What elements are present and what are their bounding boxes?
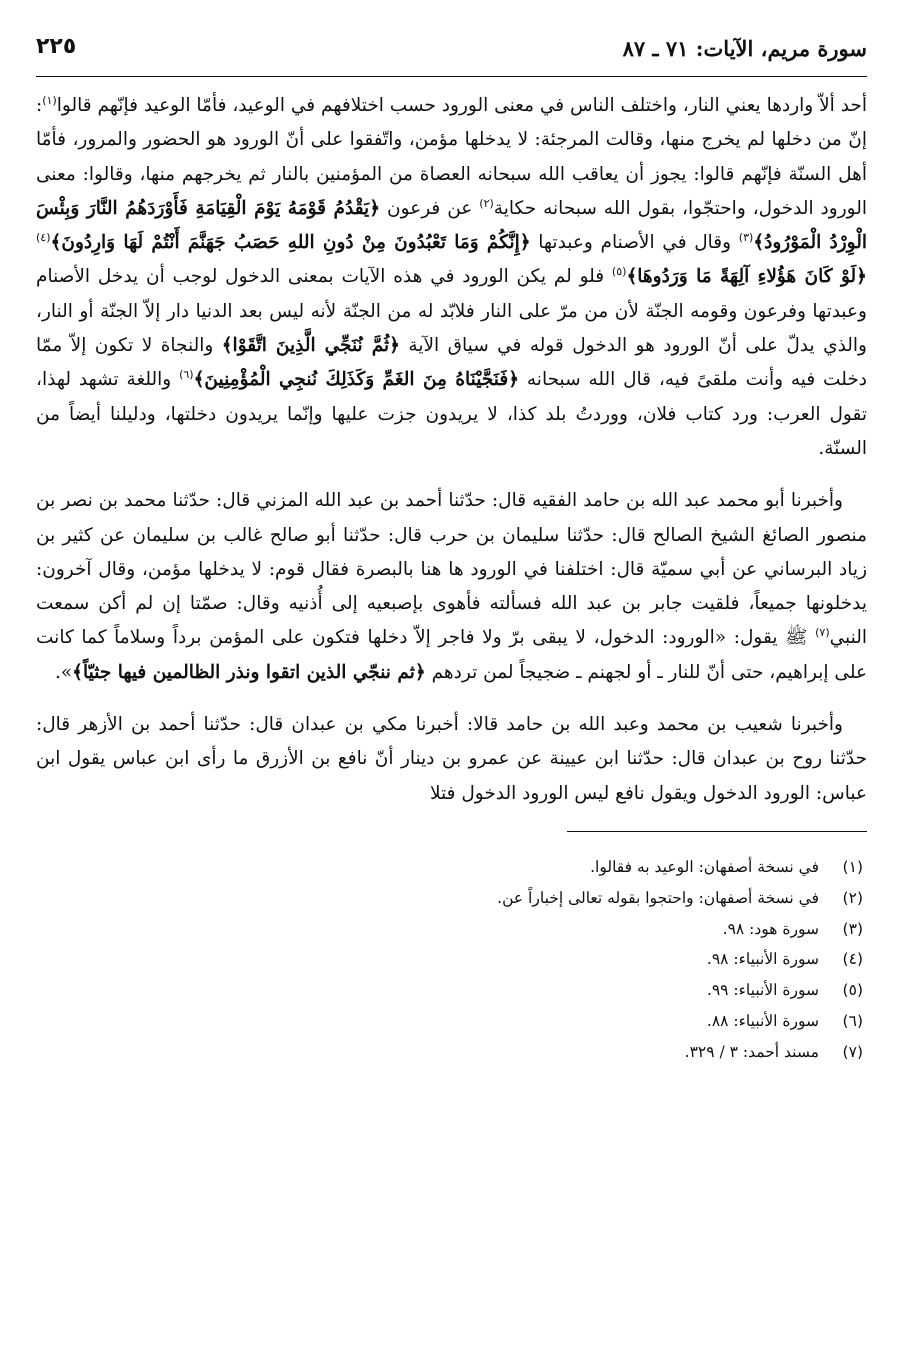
footnote-ref-1[interactable]: (١): [42, 93, 57, 107]
footnote-ref-2[interactable]: (٢): [479, 196, 494, 210]
footnote-ref-4[interactable]: (٤): [36, 231, 51, 245]
main-text: [36, 89, 867, 811]
text-segment: وقال في الأصنام وعبدتها: [530, 232, 739, 254]
text-segment: والنجاة لا تكون إلاّ ممّا دخلت فيه وأنت ملقىً فيه، قال الله سبحانه: [36, 335, 867, 391]
text-segment: ﷺ يقول: «الورود: الدخول، لا يبقى برّ ولا فاجر إلاّ دخلها فتكون على المؤمن برداً وسلاماً كما كانت على إبراهيم، حتى أنّ للنار ـ أو لجهنم ـ ضجيجاً لمن تردهم: [36, 627, 867, 683]
text-segment: ».: [54, 661, 73, 683]
footnote-text: سورة الأنبياء: ٨٨.: [706, 1011, 819, 1030]
footnote-number: (٥): [842, 981, 863, 1000]
page-header: [36, 28, 867, 77]
paragraph-1: [36, 89, 867, 466]
footnote-text: سورة الأنبياء: ٩٩.: [706, 981, 819, 1000]
footnote-text: سورة هود: ٩٨.: [722, 919, 819, 938]
text-segment: واللغة تشهد لهذا، تقول العرب: ورد كتاب فلان، ووردتُ بلد كذا، لا يريدون جزت عليها وإنّما يريدون دخلتها، ودليلنا أيضاً من السنّة.: [36, 369, 867, 459]
quran-verse: ﴿إِنَّكُمْ وَمَا تَعْبُدُونَ مِنْ دُونِ اللهِ حَصَبُ جَهَنَّمَ أَنْتُمْ لَهَا وَارِدُونَ﴾: [50, 232, 531, 254]
paragraph-2: [36, 484, 867, 690]
footnote-text: في نسخة أصفهان: واحتجوا بقوله تعالى إخباراً عن.: [497, 888, 819, 907]
footnote-divider: [567, 831, 867, 832]
text-segment: وأخبرنا أبو محمد عبد الله بن حامد الفقيه قال: حدّثنا أحمد بن عبد الله المزني قال: حدّثنا محمد بن نصر بن منصور الصائغ الشيخ الصالح قال: حدّثنا سليمان بن حرب قال: حدّثنا أبو صالح غالب بن سليمان عن كثير بن زياد البرساني عن أبي سميّة قال: اختلفنا في الورود ها هنا بالبصرة فقال قوم: لا يدخلها مؤمن، وقال آخرون: يدخلونها جميعاً، فلقيت جابر بن عبد الله فسألته فأهوى بإصبعيه إلى أُذنيه وقال: صمّتا إن لم أكن سمعت النبي: [36, 490, 867, 649]
footnote-number: (٧): [842, 1042, 863, 1061]
footnote-text: في نسخة أصفهان: الوعيد به فقالوا.: [590, 857, 819, 876]
footnote-number: (٢): [842, 888, 863, 907]
quran-verse: ﴿لَوْ كَانَ هَؤُلاءِ آلِهَةً مَا وَرَدُوهَا﴾: [626, 266, 867, 288]
footnote-number: (٦): [842, 1011, 863, 1030]
footnote-item: [36, 1006, 867, 1037]
quran-verse: ﴿ثم ننجّي الذين اتقوا ونذر الظالمين فيها جثيّاً﴾: [72, 661, 426, 683]
footnotes: [36, 852, 867, 1068]
footnote-number: (١): [842, 857, 863, 876]
text-segment: أحد ألاّ واردها يعني النار، واختلف الناس في معنى الورود حسب اختلافهم في الوعيد، فأمّا الوعيد فإنّهم قالوا: [56, 95, 867, 116]
footnote-ref-3[interactable]: (٣): [738, 231, 754, 245]
footnote-ref-6[interactable]: (٦): [179, 368, 194, 382]
footnote-item: [36, 1037, 867, 1068]
footnote-item: [36, 883, 867, 914]
footnote-item: [36, 944, 867, 975]
page-number: ٢٢٥: [36, 34, 77, 59]
footnote-item: [36, 975, 867, 1006]
footnote-number: (٣): [842, 919, 863, 938]
quran-verse: ﴿ثُمَّ نُنَجِّي الَّذِينَ اتَّقَوْا﴾: [221, 335, 400, 357]
footnote-text: سورة الأنبياء: ٩٨.: [706, 950, 819, 969]
footnote-ref-7[interactable]: (٧): [815, 626, 830, 640]
footnote-ref-5[interactable]: (٥): [611, 265, 627, 279]
text-segment: : إنّ من دخلها لم يخرج منها، وقالت المرجئة: لا يدخلها مؤمن، واتّفقوا على أنّ الورود هو الحضور والمرور، فأمّا أهل السنّة فإنّهم قالوا: يجوز أن يعاقب الله سبحانه العصاة من المؤمنين بالنار ثم يخرجهم منها، وقالوا: معنى الورود الدخول، واحتجّوا، بقول الله سبحانه حكاية: [36, 95, 868, 219]
footnote-number: (٤): [842, 950, 863, 969]
footnote-item: [36, 914, 867, 945]
footnote-item: [36, 852, 867, 883]
quran-verse: ﴿يَقْدُمُ قَوْمَهُ يَوْمَ الْقِيَامَةِ فَأَوْرَدَهُمُ النَّارَ وَبِئْسَ الْوِرْدُ الْمَوْرُودُ﴾: [36, 197, 868, 254]
footnote-text: مسند أحمد: ٣ / ٣٢٩.: [684, 1042, 819, 1061]
text-segment: وأخبرنا شعيب بن محمد وعبد الله بن حامد قالا: أخبرنا مكي بن عبدان قال: حدّثنا أحمد بن الأزهر قال: حدّثنا روح بن عبدان قال: حدّثنا ابن عيينة عن عمرو بن دينار أنّ نافع بن الأزرق ما رأى ابن عباس يقول ابن عباس: الورود الدخول ويقول نافع ليس الورود الدخول فتلا: [36, 714, 867, 804]
running-title: سورة مريم، الآيات: ٧١ ـ ٨٧: [622, 36, 867, 61]
quran-verse: ﴿فَنَجَّيْنَاهُ مِنَ الغَمِّ وَكَذَلِكَ نُنجِي الْمُؤْمِنِينَ﴾: [193, 369, 520, 391]
text-segment: فلو لم يكن الورود في هذه الآيات بمعنى الدخول لوجب أن يدخل الأصنام وعبدتها وفرعون وقومه الجنّة لأن من مرّ على النار فلابّد له من الجنّة لأنه ليس بعد الدنيا دار إلاّ الجنّة أو النار، والذي يدلّ على أنّ الورود هو الدخول قوله في سياق الآية: [36, 266, 867, 357]
paragraph-3: [36, 708, 867, 811]
text-segment: عن فرعون: [380, 197, 480, 219]
